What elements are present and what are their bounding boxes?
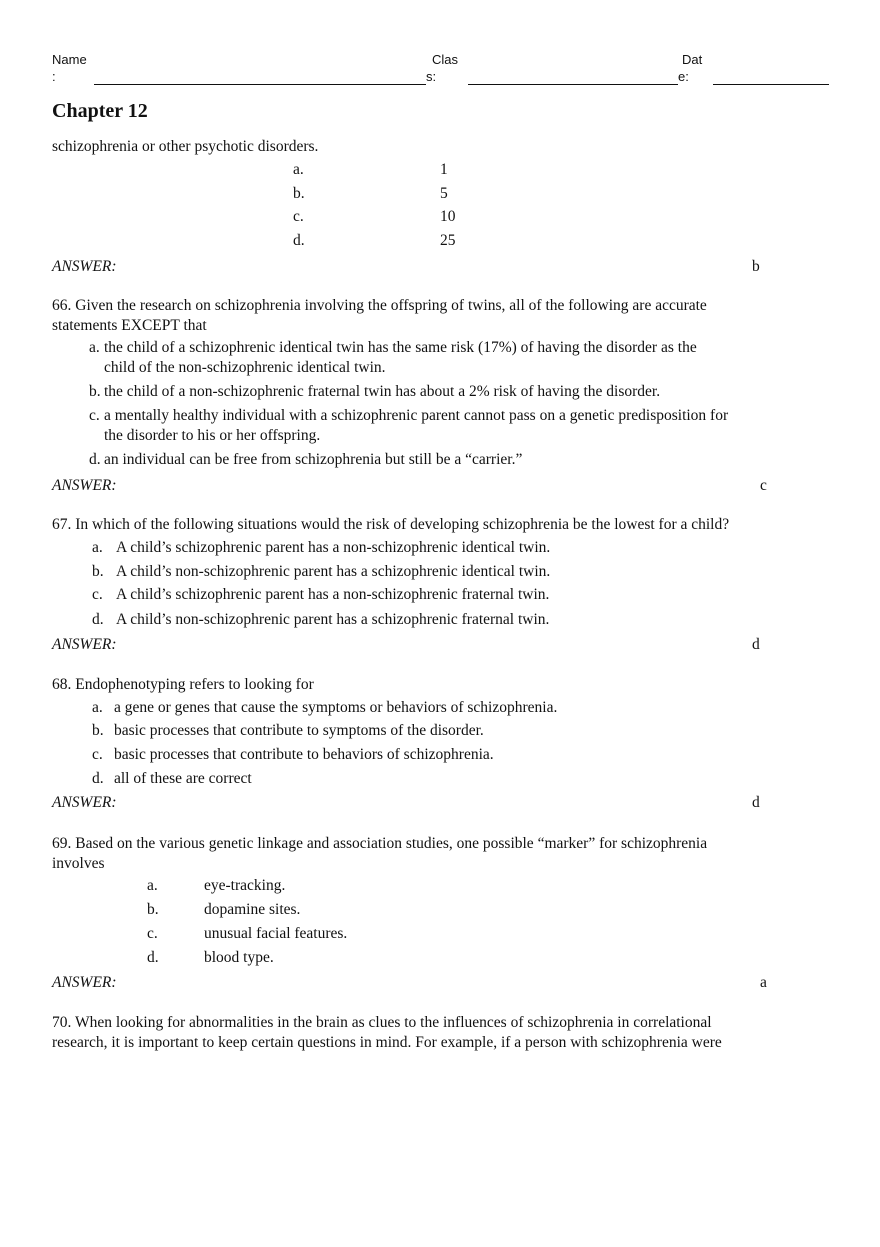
q66-option-text: the child of a schizophrenic identical twin has the same risk (17%) of having the disorder as the: [104, 339, 697, 356]
q65-option-letter: a.: [293, 161, 304, 178]
class-label: Clas: [432, 52, 459, 67]
class-label-suffix: s:: [426, 69, 437, 84]
q67-option-text: A child’s non-schizophrenic parent has a schizophrenic identical twin.: [116, 563, 551, 580]
date-field-line[interactable]: [713, 84, 829, 85]
q67-option-letter: a.: [92, 539, 103, 556]
q65-option-text: 1: [440, 161, 448, 178]
q69-option-text: blood type.: [204, 949, 274, 966]
q68-option-text: a gene or genes that cause the symptoms or behaviors of schizophrenia.: [114, 699, 558, 716]
q69-stem-line2: involves: [52, 855, 105, 872]
q66-answer: c: [760, 477, 767, 494]
q67-stem: 67. In which of the following situations would the risk of developing schizophrenia be the lowest for a child?: [52, 516, 730, 533]
q67-option-text: A child’s schizophrenic parent has a non-schizophrenic fraternal twin.: [116, 586, 550, 603]
q68-option-letter: d.: [92, 770, 104, 787]
q65-answer-label: ANSWER:: [52, 258, 117, 275]
q67-option-letter: c.: [92, 586, 103, 603]
q68-option-letter: a.: [92, 699, 103, 716]
date-label-suffix: e:: [678, 69, 689, 84]
q65-option-text: 10: [440, 208, 456, 225]
q66-option-letter: a.: [89, 339, 100, 356]
q68-option-text: all of these are correct: [114, 770, 252, 787]
q68-option-text: basic processes that contribute to symptoms of the disorder.: [114, 722, 484, 739]
q66-option-text: the child of a non-schizophrenic fraternal twin has about a 2% risk of having the disorder.: [104, 383, 661, 400]
q66-option-text: an individual can be free from schizophrenia but still be a “carrier.”: [104, 451, 523, 468]
q69-option-text: unusual facial features.: [204, 925, 348, 942]
q67-option-letter: b.: [92, 563, 104, 580]
q66-answer-label: ANSWER:: [52, 477, 117, 494]
q65-stem: schizophrenia or other psychotic disorders.: [52, 138, 319, 155]
q69-option-text: dopamine sites.: [204, 901, 301, 918]
q70-stem-line1: 70. When looking for abnormalities in the brain as clues to the influences of schizophrenia in correlational: [52, 1014, 712, 1031]
q66-option-text: a mentally healthy individual with a schizophrenic parent cannot pass on a genetic predisposition for: [104, 407, 729, 424]
q66-option-letter: c.: [89, 407, 100, 424]
name-label-colon: :: [52, 69, 56, 84]
q68-option-letter: c.: [92, 746, 103, 763]
q66-option-text-cont: the disorder to his or her offspring.: [104, 427, 321, 444]
q69-answer: a: [760, 974, 767, 991]
q67-answer-label: ANSWER:: [52, 636, 117, 653]
date-label: Dat: [682, 52, 703, 67]
q65-option-text: 25: [440, 232, 456, 249]
q68-stem: 68. Endophenotyping refers to looking for: [52, 676, 314, 693]
q66-stem-line1: 66. Given the research on schizophrenia involving the offspring of twins, all of the following are accurate: [52, 297, 707, 314]
chapter-title: Chapter 12: [52, 100, 148, 122]
class-field-line[interactable]: [468, 84, 678, 85]
q69-option-text: eye-tracking.: [204, 877, 286, 894]
q69-option-letter: c.: [147, 925, 158, 942]
q69-answer-label: ANSWER:: [52, 974, 117, 991]
q70-stem-line2: research, it is important to keep certain questions in mind. For example, if a person with schizophrenia were: [52, 1034, 722, 1051]
q65-option-text: 5: [440, 185, 448, 202]
q65-option-letter: b.: [293, 185, 305, 202]
q68-option-text: basic processes that contribute to behaviors of schizophrenia.: [114, 746, 494, 763]
q66-option-text-cont: child of the non-schizophrenic identical twin.: [104, 359, 386, 376]
q65-answer: b: [752, 258, 760, 275]
q66-option-letter: d.: [89, 451, 101, 468]
q67-option-text: A child’s schizophrenic parent has a non-schizophrenic identical twin.: [116, 539, 551, 556]
q68-answer: d: [752, 794, 760, 811]
q69-option-letter: d.: [147, 949, 159, 966]
q66-stem-line2: statements EXCEPT that: [52, 317, 207, 334]
name-label: Name: [52, 52, 87, 67]
q65-option-letter: c.: [293, 208, 304, 225]
name-field-line[interactable]: [94, 84, 426, 85]
q65-option-letter: d.: [293, 232, 305, 249]
q69-option-letter: a.: [147, 877, 158, 894]
q67-option-text: A child’s non-schizophrenic parent has a schizophrenic fraternal twin.: [116, 611, 550, 628]
q69-stem-line1: 69. Based on the various genetic linkage and association studies, one possible “marker” for schizophrenia: [52, 835, 708, 852]
q68-option-letter: b.: [92, 722, 104, 739]
q69-option-letter: b.: [147, 901, 159, 918]
q68-answer-label: ANSWER:: [52, 794, 117, 811]
q66-option-letter: b.: [89, 383, 101, 400]
q67-option-letter: d.: [92, 611, 104, 628]
q67-answer: d: [752, 636, 760, 653]
